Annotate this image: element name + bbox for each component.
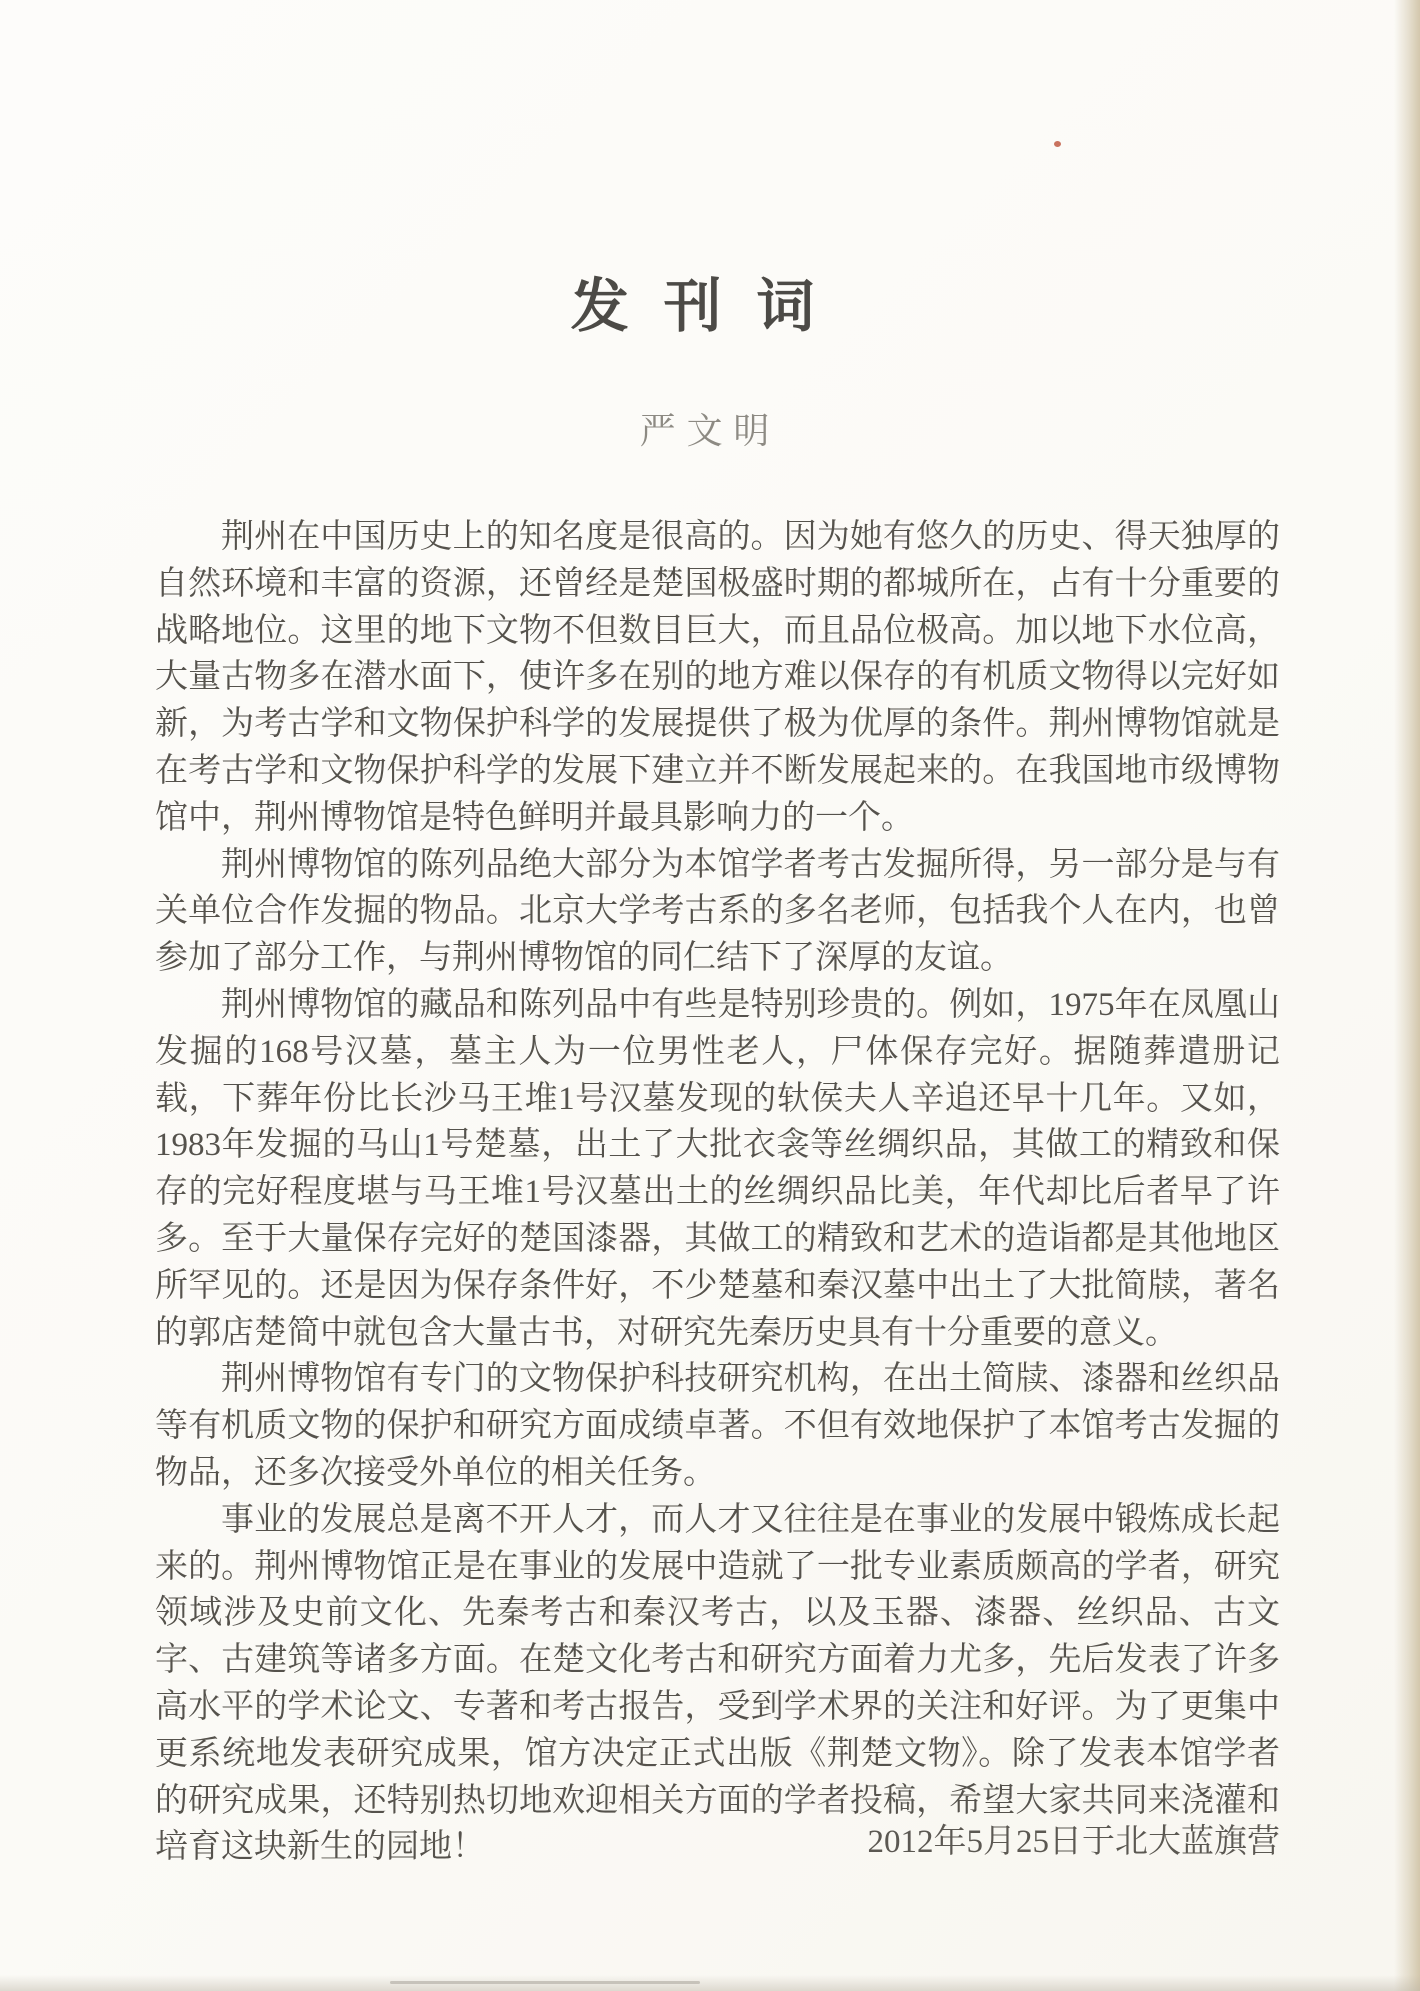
article-body — [155, 514, 1280, 1871]
paragraph-4: 荆州博物馆有专门的文物保护科技研究机构，在出土简牍、漆器和丝织品等有机质文物的保护和研究方面成绩卓著。不但有效地保护了本馆考古发掘的物品，还多次接受外单位的相关任务。 — [155, 1361, 1280, 1491]
paragraph-1: 荆州在中国历史上的知名度是很高的。因为她有悠久的历史、得天独厚的自然环境和丰富的资源，还曾经是楚国极盛时期的都城所在，占有十分重要的战略地位。这里的地下文物不但数目巨大，而且品位极高。加以地下水位高，大量古物多在潜水面下，使许多在别的地方难以保存的有机质文物得以完好如新，为考古学和文物保护科学的发展提供了极为优厚的条件。荆州博物馆就是在考古学和文物保护科学的发展下建立并不断发展起来的。在我国地市级博物馆中，荆州博物馆是特色鲜明并最具影响力的一个。 — [155, 519, 1280, 836]
author-name: 严文明 — [639, 411, 781, 451]
paragraph-5: 事业的发展总是离不开人才，而人才又往往是在事业的发展中锻炼成长起来的。荆州博物馆正是在事业的发展中造就了一批专业素质颇高的学者，研究领域涉及史前文化、先秦考古和秦汉考古，以及玉器、漆器、丝织品、古文字、古建筑等诸多方面。在楚文化考古和研究方面着力尤多，先后发表了许多高水平的学术论文、专著和考古报告，受到学术界的关注和好评。为了更集中更系统地发表研究成果，馆方决定正式出版《荆楚文物》。除了发表本馆学者的研究成果，还特别热切地欢迎相关方面的学者投稿，希望大家共同来浇灌和培育这块新生的园地！ — [155, 1501, 1280, 1866]
page-edge-right-shadow — [1394, 0, 1420, 1991]
page-title: 发刊词 — [570, 274, 850, 339]
scan-artifact-line — [390, 1981, 700, 1984]
page-edge-bottom-shadow — [0, 1975, 1420, 1991]
ink-speck-artifact — [1054, 141, 1061, 147]
paragraph-2: 荆州博物馆的陈列品绝大部分为本馆学者考古发掘所得，另一部分是与有关单位合作发掘的物品。北京大学考古系的多名老师，包括我个人在内，也曾参加了部分工作，与荆州博物馆的同仁结下了深厚的友谊。 — [155, 846, 1280, 977]
dateline: 2012年5月25日于北大蓝旗营 — [867, 1824, 1280, 1860]
paragraph-3: 荆州博物馆的藏品和陈列品中有些是特别珍贵的。例如，1975年在凤凰山发掘的168号汉墓，墓主人为一位男性老人，尸体保存完好。据随葬遣册记载，下葬年份比长沙马王堆1号汉墓发现的轪侯夫人辛追还早十几年。又如，1983年发掘的马山1号楚墓，出土了大批衣衾等丝绸织品，其做工的精致和保存的完好程度堪与马王堆1号汉墓出土的丝绸织品比美，年代却比后者早了许多。至于大量保存完好的楚国漆器，其做工的精致和艺术的造诣都是其他地区所罕见的。还是因为保存条件好，不少楚墓和秦汉墓中出土了大批简牍，著名的郭店楚简中就包含大量古书，对研究先秦历史具有十分重要的意义。 — [155, 986, 1280, 1351]
